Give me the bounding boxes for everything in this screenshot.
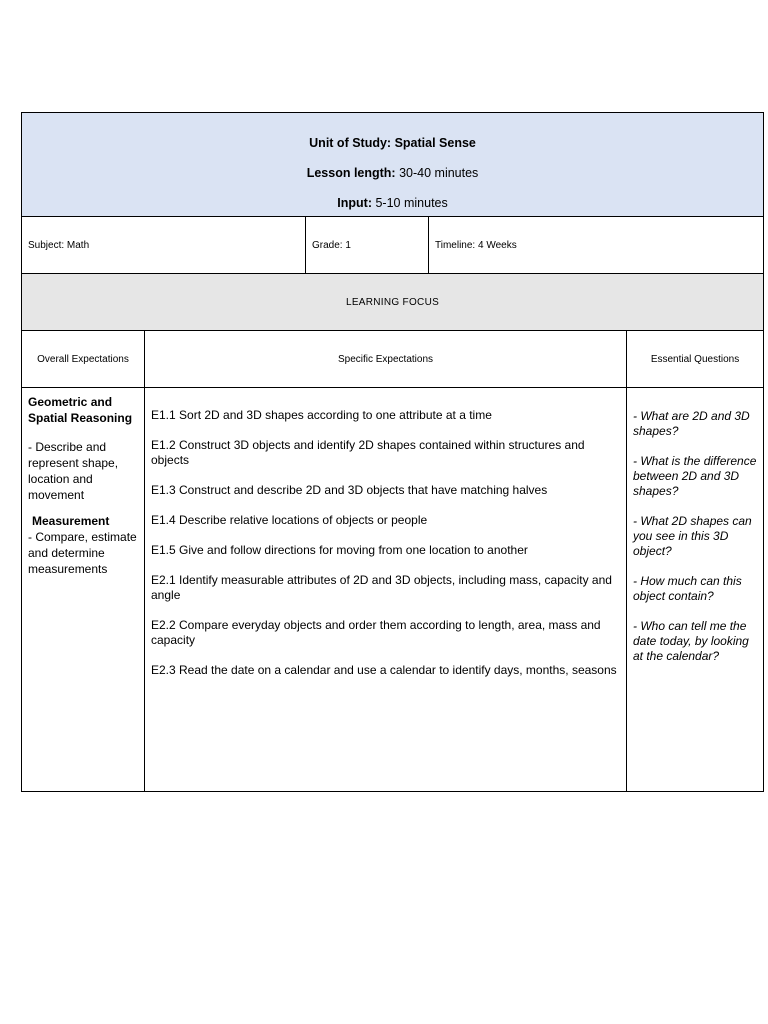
essential-questions-header: Essential Questions: [627, 331, 764, 388]
expectation-item: E1.3 Construct and describe 2D and 3D objects that have matching halves: [151, 483, 548, 497]
lesson-length: Lesson length: 30-40 minutes: [306, 166, 479, 180]
essential-question: - What 2D shapes can you see in this 3D object?: [633, 514, 752, 558]
expectation-item: E2.3 Read the date on a calendar and use a calendar to identify days, months, seasons: [151, 663, 617, 677]
unit-of-study: Unit of Study: Spatial Sense: [309, 136, 476, 150]
lesson-plan-table: [21, 112, 763, 792]
expectation-item: E2.2 Compare everyday objects and order them according to length, area, mass and capacity: [151, 618, 601, 647]
measurement-heading: Measurement: [32, 514, 110, 528]
measurement-text: - Compare, estimate and determine measurements: [28, 530, 137, 576]
specific-expectations-cell: [145, 388, 627, 792]
unit-header: [22, 113, 764, 217]
overall-expectations-header: Overall Expectations: [22, 331, 145, 388]
geometric-heading: Geometric and Spatial Reasoning: [28, 395, 133, 425]
expectation-item: E2.1 Identify measurable attributes of 2D and 3D objects, including mass, capacity and angle: [151, 573, 612, 602]
input-length: Input: 5-10 minutes: [337, 196, 448, 210]
expectation-item: E1.2 Construct 3D objects and identify 2D shapes contained within structures and objects: [151, 438, 585, 467]
learning-focus-heading: LEARNING FOCUS: [22, 274, 764, 331]
subject-cell: Subject: Math: [22, 217, 306, 274]
overall-expectations-cell: [22, 388, 145, 792]
geometric-text: - Describe and represent shape, location and movement: [28, 440, 119, 502]
specific-expectations-header: Specific Expectations: [145, 331, 627, 388]
essential-question: - What is the difference between 2D and 3D shapes?: [633, 454, 757, 498]
essential-questions-cell: [627, 388, 764, 792]
expectation-item: E1.4 Describe relative locations of objects or people: [151, 513, 428, 527]
essential-question: - What are 2D and 3D shapes?: [633, 409, 750, 438]
expectation-item: E1.5 Give and follow directions for moving from one location to another: [151, 543, 528, 557]
essential-question: - How much can this object contain?: [633, 574, 742, 603]
essential-question: - Who can tell me the date today, by looking at the calendar?: [633, 619, 749, 663]
timeline-cell: Timeline: 4 Weeks: [429, 217, 764, 274]
expectation-item: E1.1 Sort 2D and 3D shapes according to one attribute at a time: [151, 408, 492, 422]
grade-cell: Grade: 1: [306, 217, 429, 274]
